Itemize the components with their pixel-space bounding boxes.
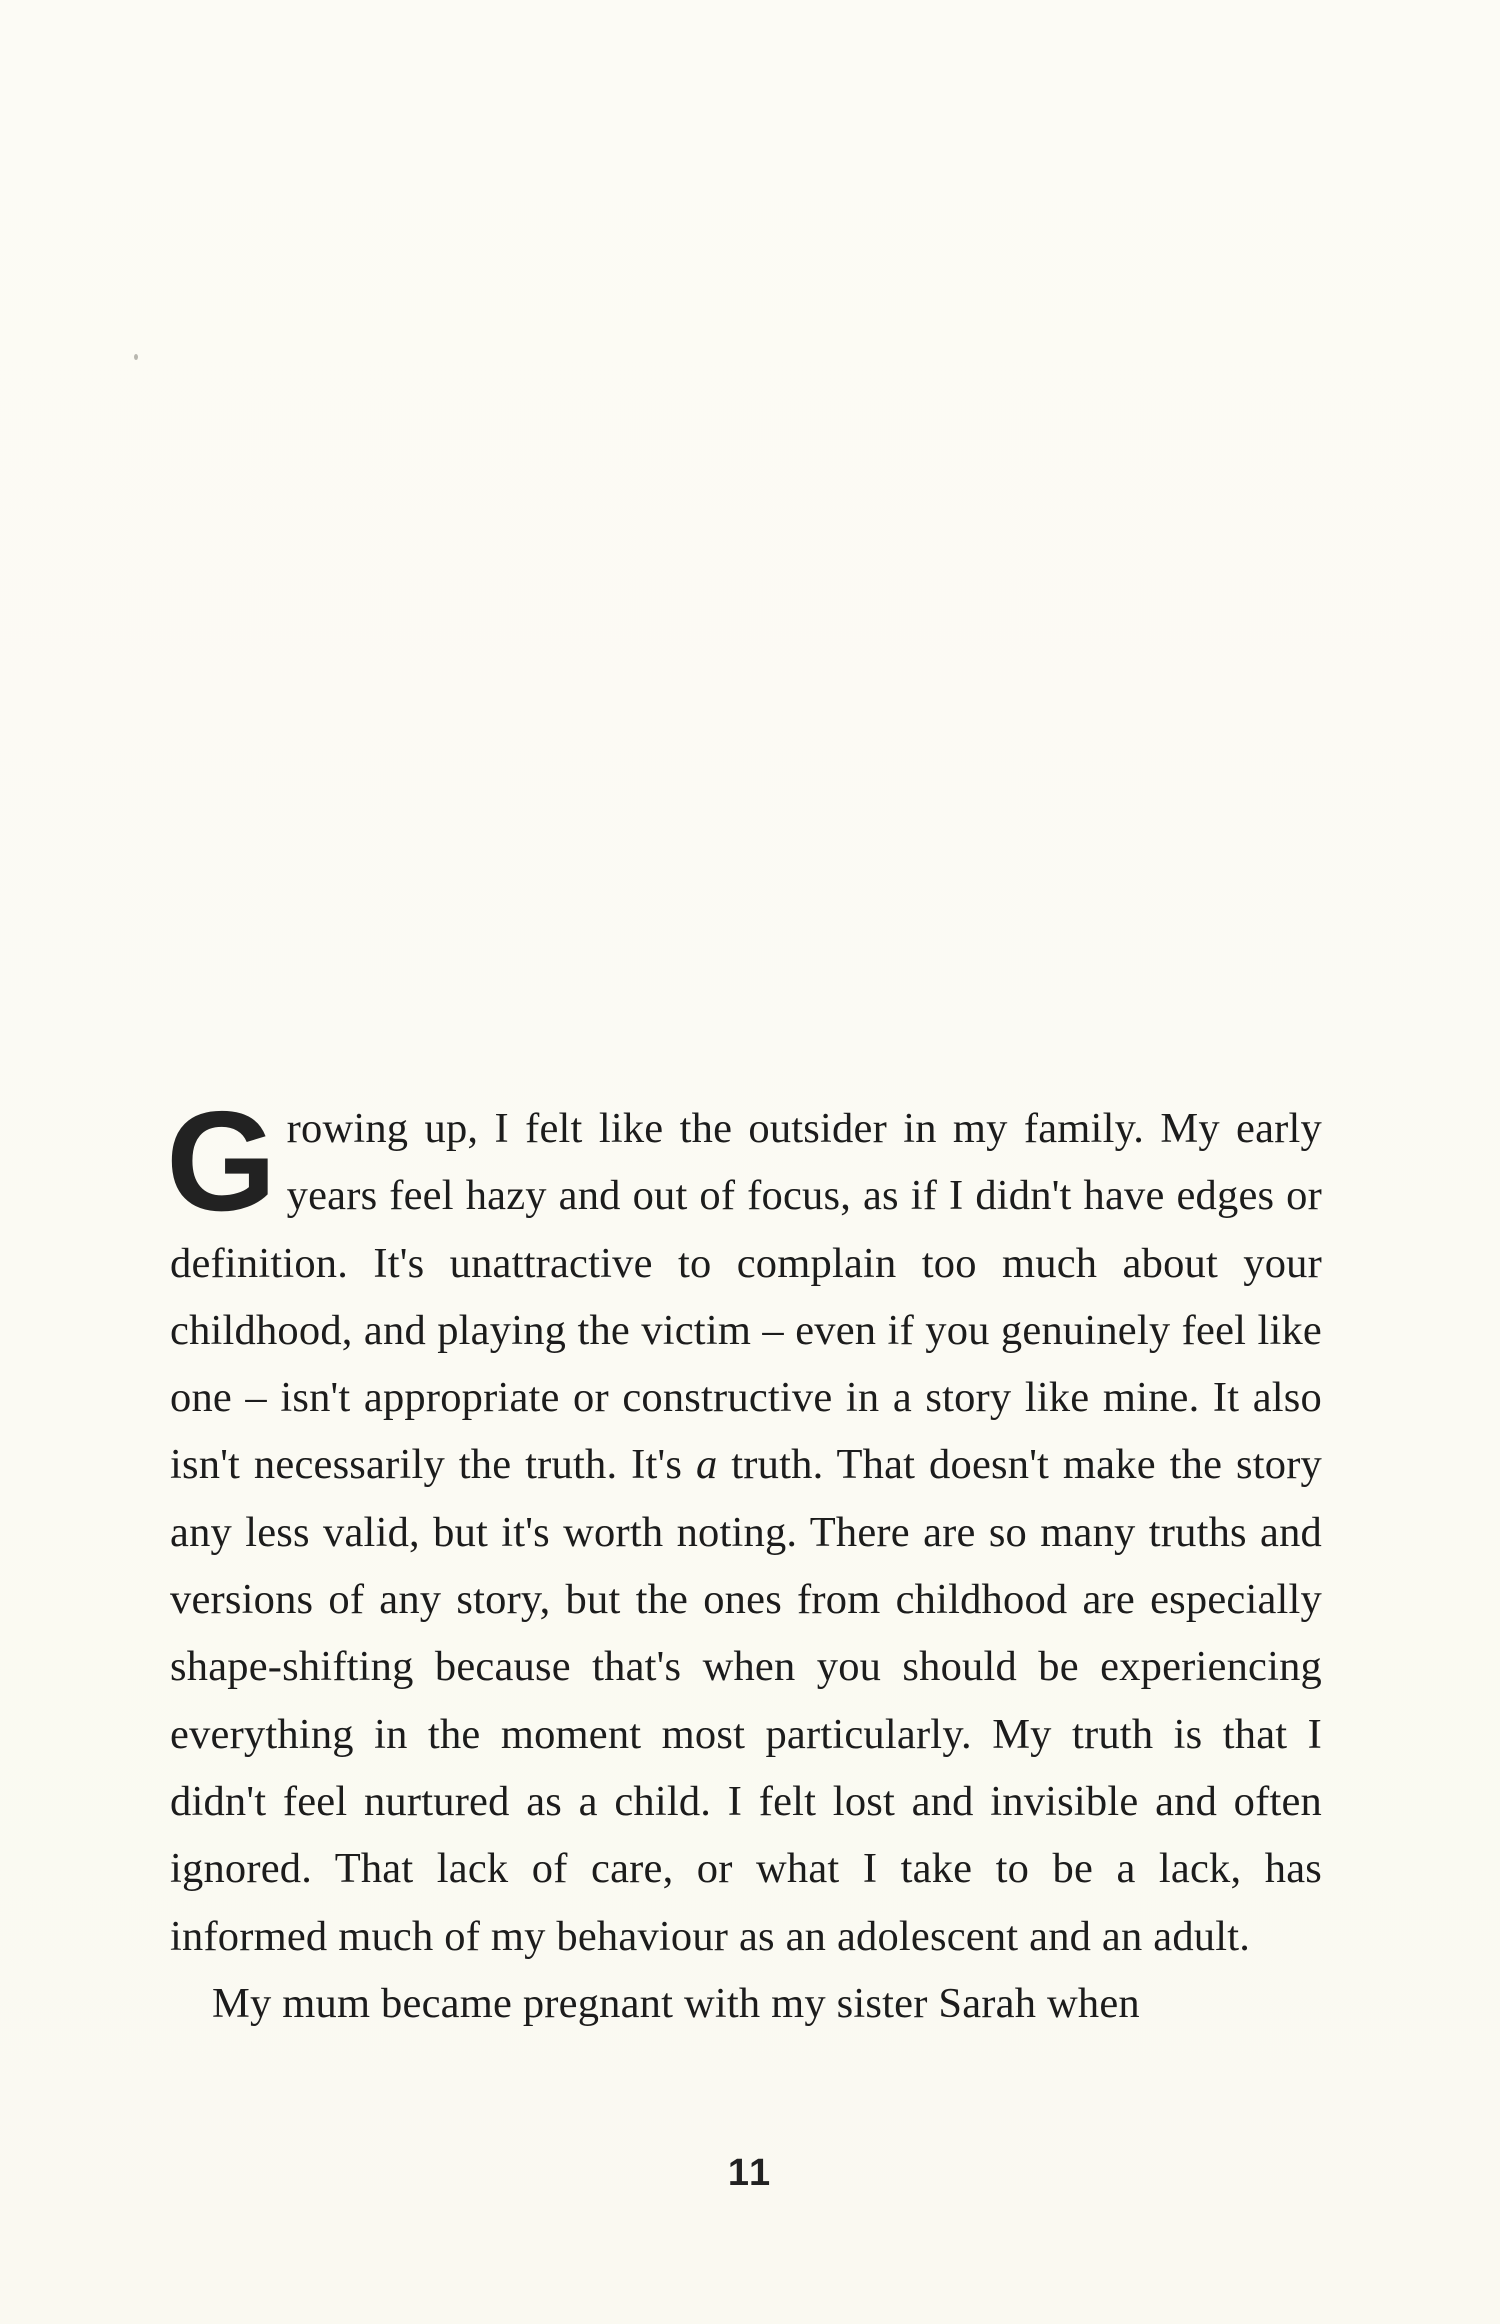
drop-cap: G (166, 1082, 277, 1241)
paper-speck (134, 354, 138, 360)
page-number: 11 (727, 2152, 773, 2194)
paragraph-1-text-continued: truth. That doesn't make the story any less valid, but it's worth noting. There are so many truths and versions of any story, but the ones from childhood are especially shape-shifting because that's when you should be experiencing everything in the moment most particularly. My truth is that I didn't feel nurtured as a child. I felt lost and invisible and often ignored. That lack of care, or what I take to be a lack, has informed much of my behaviour as an adolescent and an adult. (170, 1441, 1323, 1960)
paragraph-1-text: rowing up, I felt like the outsider in my family. My early years feel hazy and out of focus, as if I didn't have edges or definition. It's unattractive to complain too much about your childhood, and playing the victim – even if you genuinely feel like one – isn't appropriate or constructive in a story like mine. It also isn't necessarily the truth. It's (170, 1105, 1322, 1489)
body-text (166, 1082, 1323, 2037)
paragraph-2-text: My mum became pregnant with my sister Sarah when (212, 1979, 1140, 2027)
emphasis-a: a (695, 1441, 718, 1489)
paragraph-2 (170, 1970, 1322, 2037)
paragraph-1 (166, 1082, 1323, 1970)
